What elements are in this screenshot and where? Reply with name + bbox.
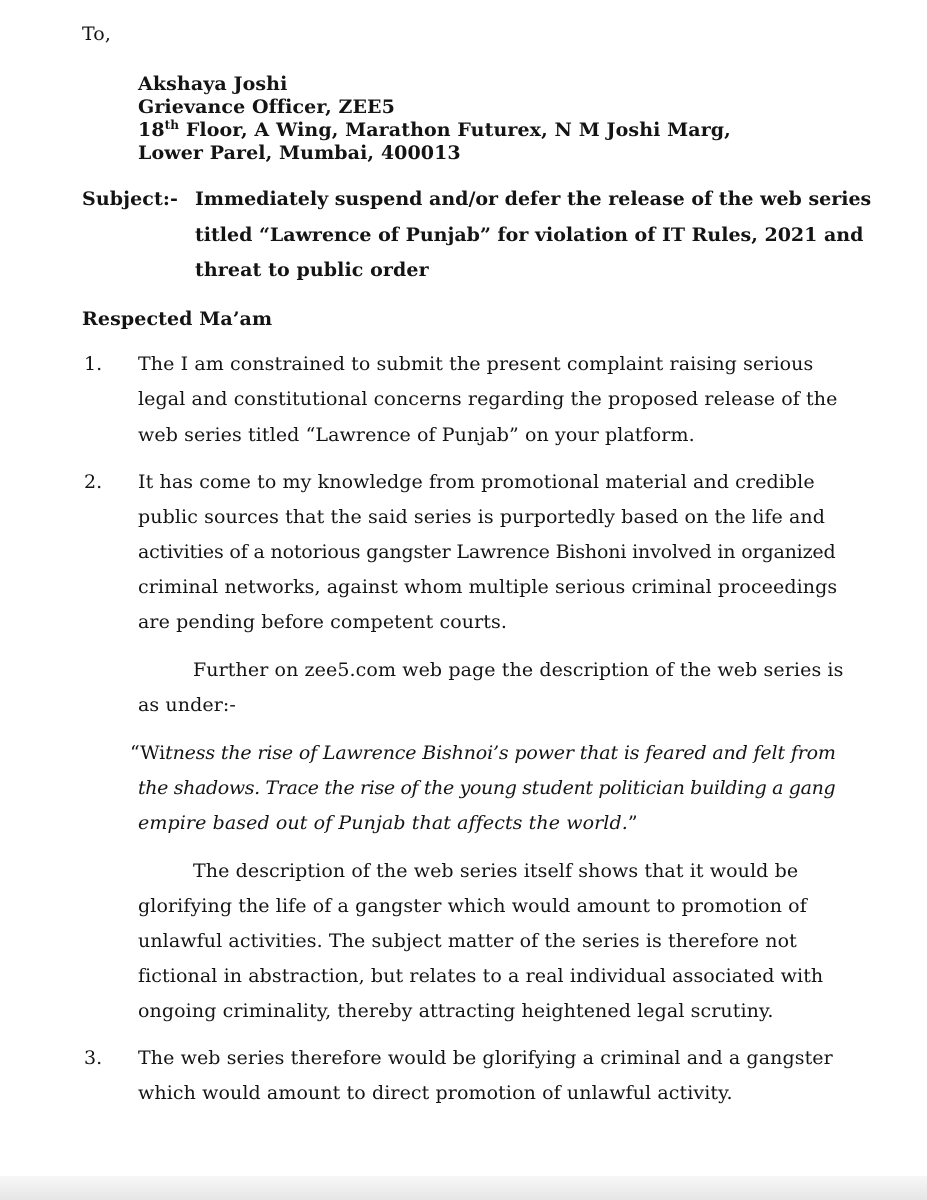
paragraph-line: which would amount to direct promotion of unlawful activity. [138,1082,733,1104]
paragraph-line: public sources that the said series is purportedly based on the life and [138,506,826,528]
further-line: as under:- [138,694,236,716]
paragraph-line: criminal networks, against whom multiple serious criminal proceedings [138,576,838,598]
paragraph-line: web series titled “Lawrence of Punjab” on your platform. [138,424,695,446]
analysis-line: glorifying the life of a gangster which would amount to promotion of [138,895,807,917]
further-line: Further on zee5.com web page the description of the web series is [193,659,844,681]
paragraph-line: legal and constitutional concerns regarding the proposed release of the [138,388,838,410]
subject-line: threat to public order [195,259,429,281]
address-line1-rest: Floor, A Wing, Marathon Futurex, N M Joshi Marg, [179,119,731,141]
subject-line: Immediately suspend and/or defer the release of the web series [195,188,872,210]
paragraph-number: 3. [84,1047,103,1069]
quote-text: empire based out of Punjab that affects the world. [138,812,628,834]
paragraph-line: are pending before competent courts. [138,611,507,633]
floor-number: 18 [138,119,165,141]
paragraph-line: activities of a notorious gangster Lawrence Bishoni involved in organized [138,541,836,563]
paragraph-line: The web series therefore would be glorifying a criminal and a gangster [138,1047,833,1069]
recipient-name: Akshaya Joshi [138,73,288,95]
recipient-designation: Grievance Officer, ZEE5 [138,96,395,118]
analysis-line: The description of the web series itself shows that it would be [193,860,799,882]
paragraph-line: The I am constrained to submit the present complaint raising serious [138,353,814,375]
recipient-address-line2: Lower Parel, Mumbai, 400013 [138,142,461,164]
paragraph-number: 2. [84,471,103,493]
analysis-line: ongoing criminality, thereby attracting heightened legal scrutiny. [138,1000,774,1022]
salutation-to: To, [82,23,111,45]
greeting: Respected Ma’am [82,308,273,330]
analysis-line: unlawful activities. The subject matter of the series is therefore not [138,930,797,952]
paragraph-line: It has come to my knowledge from promotional material and credible [138,471,815,493]
floor-suffix: th [164,118,180,132]
page-bottom-edge [0,1176,927,1200]
recipient-address-line1 [138,118,731,142]
quote-line: the shadows. Trace the rise of the young student politician building a gang [138,777,836,799]
quote-text: tness the rise of Lawrence Bishnoi’s power that is feared and felt from [165,742,836,764]
subject-label: Subject:- [82,188,178,210]
quote-open: “Wi [130,742,166,764]
paragraph-number: 1. [84,353,103,375]
quote-line [130,741,836,765]
quote-close: ” [627,812,638,834]
analysis-line: fictional in abstraction, but relates to a real individual associated with [138,965,824,987]
quote-line [138,811,638,835]
subject-line: titled “Lawrence of Punjab” for violation of IT Rules, 2021 and [195,224,864,246]
